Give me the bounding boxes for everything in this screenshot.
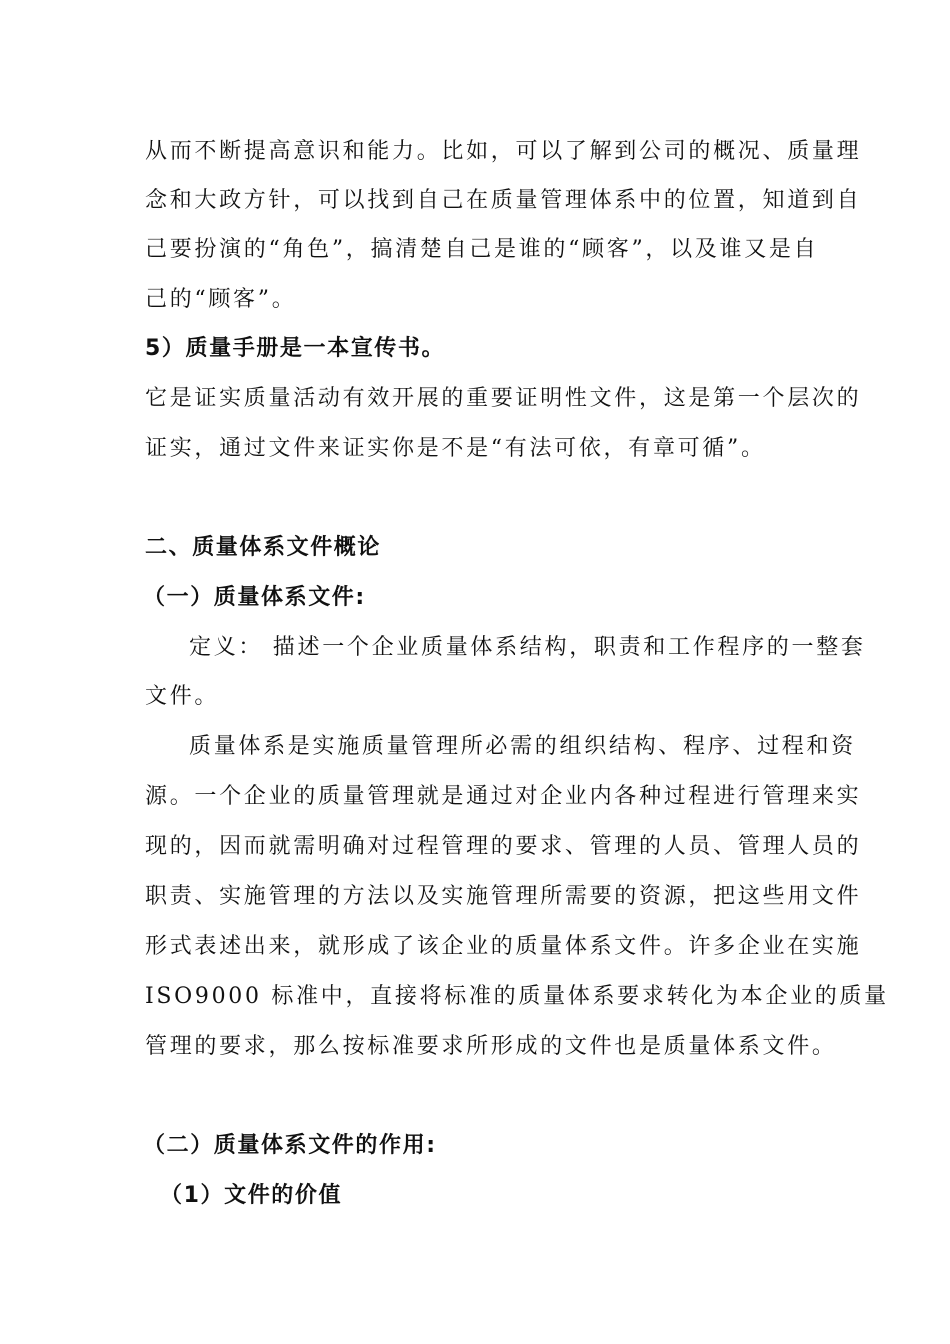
text-line: 它是证实质量活动有效开展的重要证明性文件，这是第一个层次的 (145, 386, 862, 411)
subsection-2-item-1: （1）文件的价值 (160, 1183, 343, 1208)
text-line: 现的，因而就需明确对过程管理的要求、管理的人员、管理人员的 (145, 834, 862, 859)
text-line: 形式表述出来，就形成了该企业的质量体系文件。许多企业在实施 (145, 934, 862, 959)
section-2-heading: 二、质量体系文件概论 (145, 535, 382, 560)
text-line: 从而不断提高意识和能力。比如，可以了解到公司的概况、质量理 (145, 139, 862, 164)
point-5-title: 5）质量手册是一本宣传书。 (145, 336, 446, 361)
text-line: 己要扮演的“角色”，搞清楚自己是谁的“顾客”，以及谁又是自 (145, 237, 819, 262)
subsection-2-heading: （二）质量体系文件的作用: (143, 1133, 437, 1158)
definition-line: 文件。 (145, 684, 220, 709)
text-line: 念和大政方针，可以找到自己在质量管理体系中的位置，知道到自 (145, 188, 862, 213)
text-line: ISO9000 标准中，直接将标准的质量体系要求转化为本企业的质量 (145, 984, 889, 1009)
text-line: 职责、实施管理的方法以及实施管理所需要的资源，把这些用文件 (145, 884, 862, 909)
text-line: 管理的要求，那么按标准要求所形成的文件也是质量体系文件。 (145, 1034, 837, 1059)
text-line: 源。一个企业的质量管理就是通过对企业内各种过程进行管理来实 (145, 784, 862, 809)
definition-line: 定义： 描述一个企业质量体系结构，职责和工作程序的一整套 (189, 635, 866, 660)
subsection-1-heading: （一）质量体系文件: (143, 585, 366, 610)
text-line: 质量体系是实施质量管理所必需的组织结构、程序、过程和资 (189, 734, 856, 759)
text-line: 证实，通过文件来证实你是不是“有法可依，有章可循”。 (145, 436, 766, 461)
text-line: 己的“顾客”。 (145, 287, 297, 312)
